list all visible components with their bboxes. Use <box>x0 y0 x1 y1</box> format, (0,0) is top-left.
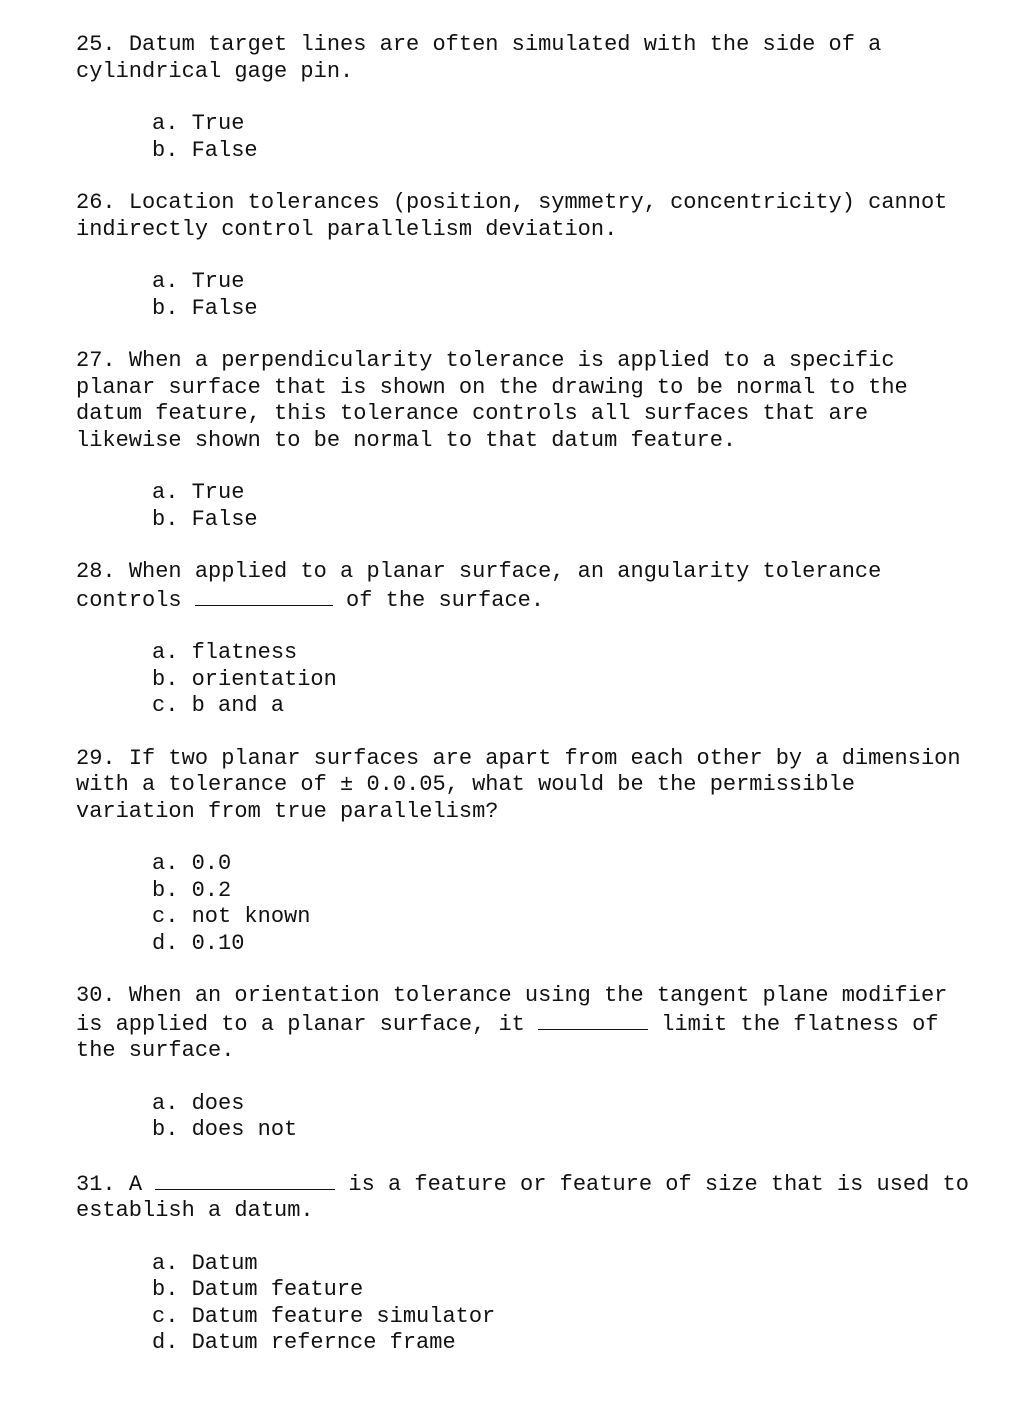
option-a[interactable]: a. flatness <box>152 640 298 665</box>
answer-options <box>152 1091 986 1144</box>
option-c[interactable]: c. b and a <box>152 693 285 718</box>
answer-options <box>152 640 986 720</box>
option-b[interactable]: b. orientation <box>152 666 337 692</box>
question-27 <box>76 348 986 533</box>
question-30-text <box>76 983 986 1065</box>
question-prompt: Location tolerances (position, symmetry, concentricity) cannot indirectly control parallelism deviation. <box>76 190 961 242</box>
fill-in-blank[interactable] <box>155 1170 335 1190</box>
question-26-text <box>76 190 986 243</box>
option-a[interactable]: a. True <box>152 111 245 136</box>
option-b[interactable]: b. False <box>152 137 258 163</box>
option-c[interactable]: c. not known <box>152 904 311 929</box>
option-b[interactable]: b. 0.2 <box>152 877 232 903</box>
question-number: 29. <box>76 745 116 771</box>
question-30 <box>76 983 986 1144</box>
answer-options <box>152 269 986 322</box>
question-prompt-start: When applied to a planar surface, an angularity tolerance controls <box>76 559 895 613</box>
question-28-text <box>76 559 986 614</box>
question-prompt: If two planar surfaces are apart from each other by a dimension with a tolerance of ± 0.0.05, what would be the permissible variation from true parallelism? <box>76 745 974 824</box>
option-b[interactable]: b. False <box>152 295 258 321</box>
question-prompt: When a perpendicularity tolerance is applied to a specific planar surface that is shown on the drawing to be normal to the datum feature, this tolerance controls all surfaces that are likewise shown to be normal to that datum feature. <box>76 348 921 453</box>
option-a[interactable]: a. does <box>152 1090 245 1116</box>
option-b[interactable]: b. False <box>152 506 258 532</box>
question-prompt-start: A <box>128 1171 143 1197</box>
question-prompt-end: of the surface. <box>346 587 545 613</box>
question-number: 28. <box>76 559 116 584</box>
question-number: 27. <box>76 348 116 373</box>
question-29-text <box>76 746 986 826</box>
option-a[interactable]: a. 0.0 <box>152 851 232 876</box>
answer-options <box>152 851 986 957</box>
question-number: 31. <box>76 1171 116 1197</box>
answer-options <box>152 480 986 533</box>
question-prompt-start: When an orientation tolerance using the tangent plane modifier is applied to a planar surface, it <box>76 983 961 1037</box>
quiz-page <box>76 32 986 1357</box>
question-number: 25. <box>76 32 116 57</box>
question-29 <box>76 746 986 958</box>
fill-in-blank[interactable] <box>195 586 333 606</box>
option-c[interactable]: c. Datum feature simulator <box>152 1303 496 1329</box>
question-31 <box>76 1170 986 1357</box>
fill-in-blank[interactable] <box>538 1010 648 1030</box>
question-26 <box>76 190 986 322</box>
option-d[interactable]: d. 0.10 <box>152 930 245 956</box>
option-a[interactable]: a. Datum <box>152 1250 258 1276</box>
option-a[interactable]: a. True <box>152 480 245 505</box>
answer-options <box>152 1251 986 1357</box>
question-number: 26. <box>76 190 116 215</box>
option-a[interactable]: a. True <box>152 269 245 294</box>
question-25 <box>76 32 986 164</box>
question-prompt: Datum target lines are often simulated with the side of a cylindrical gage pin. <box>76 32 895 84</box>
question-25-text <box>76 32 986 85</box>
question-27-text <box>76 348 986 454</box>
question-prompt-end: limit the flatness of the surface. <box>76 1011 952 1063</box>
option-b[interactable]: b. does not <box>152 1117 298 1142</box>
question-prompt-end: is a feature or feature of size that is used to establish a datum. <box>76 1171 983 1223</box>
option-d[interactable]: d. Datum refernce frame <box>152 1330 456 1355</box>
question-31-text <box>76 1170 986 1225</box>
question-28 <box>76 559 986 720</box>
option-b[interactable]: b. Datum feature <box>152 1277 364 1302</box>
question-number: 30. <box>76 983 116 1008</box>
answer-options <box>152 111 986 164</box>
